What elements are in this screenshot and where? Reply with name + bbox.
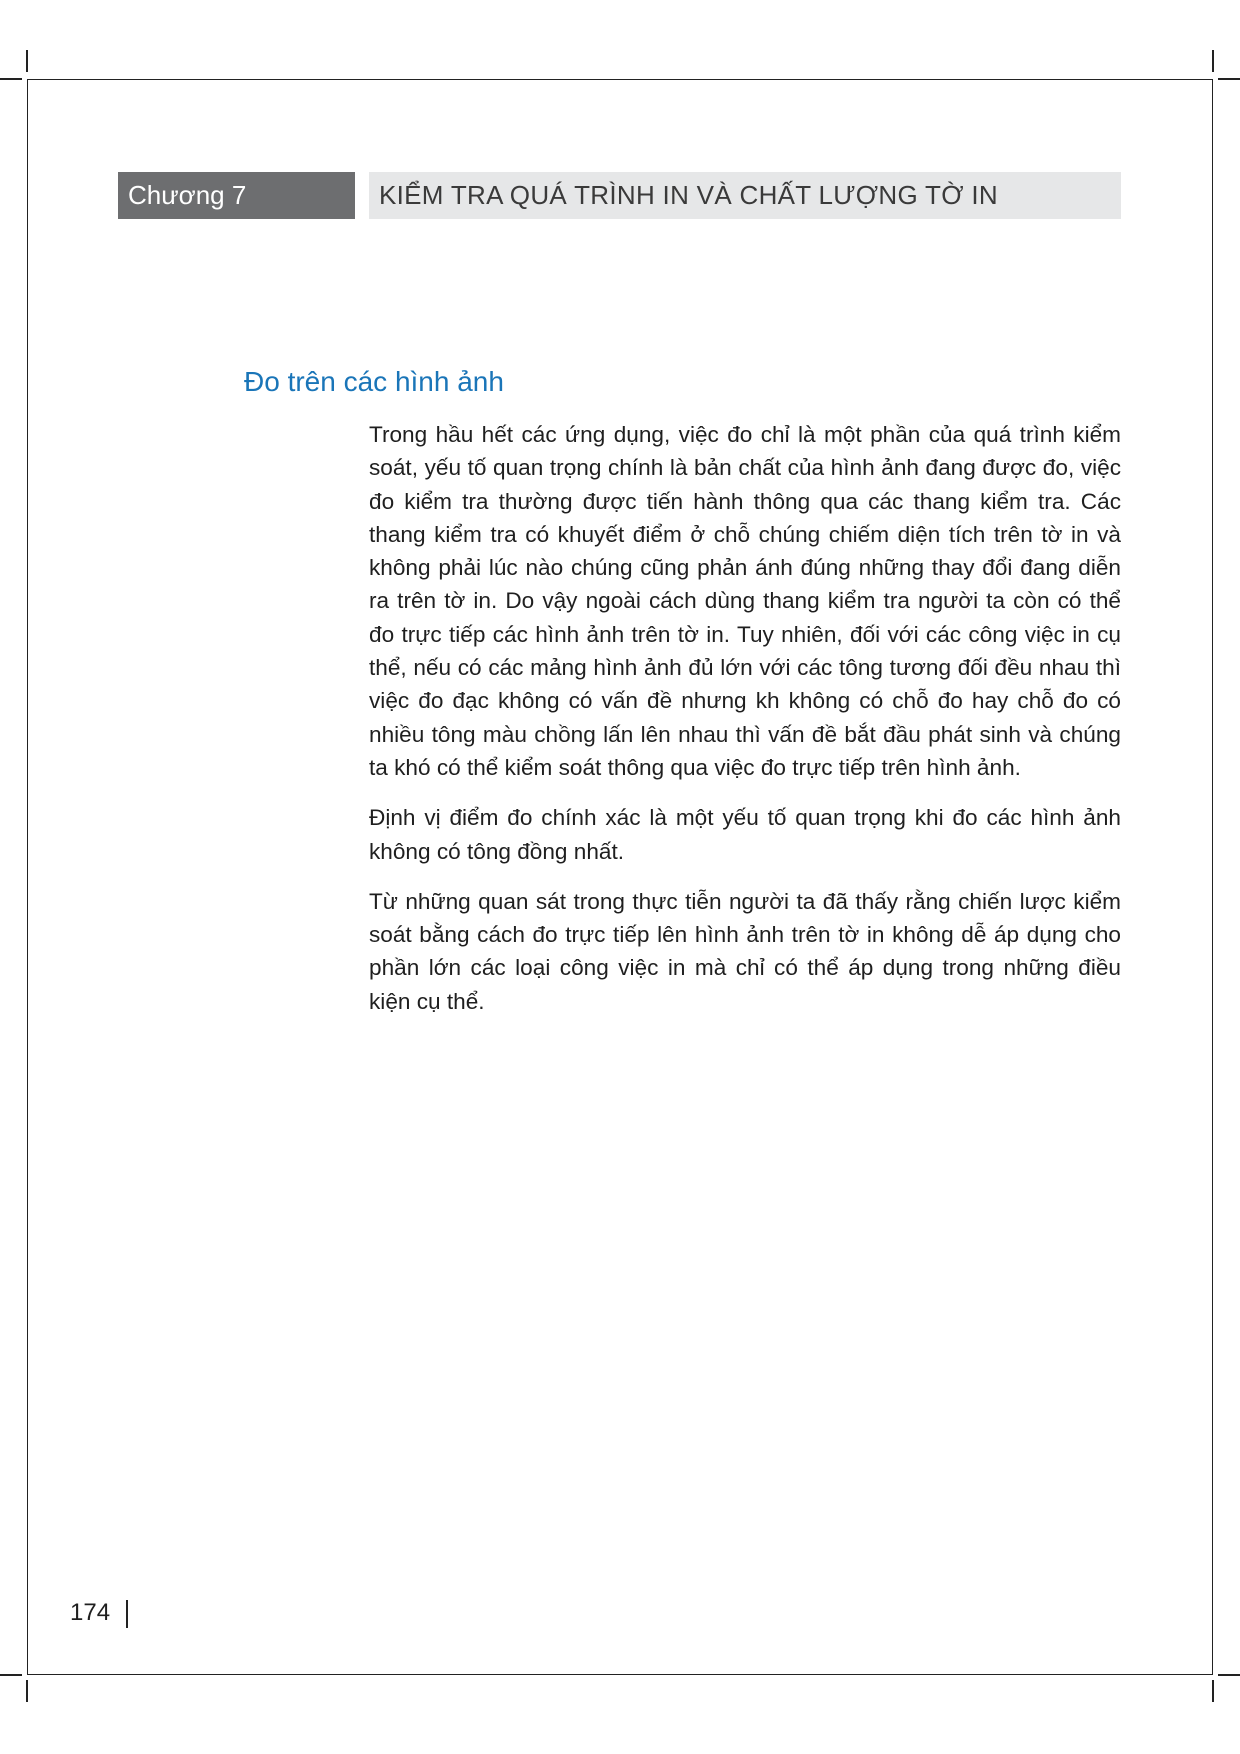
crop-mark-right-top xyxy=(1218,78,1240,80)
crop-mark-left-bottom xyxy=(0,1674,22,1676)
chapter-title: KIỂM TRA QUÁ TRÌNH IN VÀ CHẤT LƯỢNG TỜ IN xyxy=(369,172,1121,219)
page-number-separator xyxy=(126,1600,128,1628)
crop-mark-top-right xyxy=(1212,50,1214,72)
crop-mark-bottom-left xyxy=(26,1680,28,1702)
paragraph: Trong hầu hết các ứng dụng, việc đo chỉ là một phần của quá trình kiểm soát, yếu tố quan trọng chính là bản chất của hình ảnh đang được đo, việc đo kiểm tra thường được tiến hành thông qua các thang kiểm tra. Các thang kiểm tra có khuyết điểm ở chỗ chúng chiếm diện tích trên tờ in và không phải lúc nào chúng cũng phản ánh đúng những thay đổi đang diễn ra trên tờ in. Do vậy ngoài cách dùng thang kiểm tra người ta còn có thể đo trực tiếp các hình ảnh trên tờ in. Tuy nhiên, đối với các công việc in cụ thể, nếu có các mảng hình ảnh đủ lớn với các tông tương đối đều nhau thì việc đo đạc không có vấn đề nhưng kh không có chỗ đo hay chỗ đo có nhiều tông màu chồng lấn lên nhau thì vấn đề bắt đầu phát sinh và chúng ta khó có thể kiểm soát thông qua việc đo trực tiếp trên hình ảnh. xyxy=(369,422,1121,780)
paragraph: Định vị điểm đo chính xác là một yếu tố quan trọng khi đo các hình ảnh không có tông đồng nhất. xyxy=(369,805,1121,864)
crop-mark-bottom-right xyxy=(1212,1680,1214,1702)
crop-mark-right-bottom xyxy=(1218,1674,1240,1676)
chapter-label: Chương 7 xyxy=(118,172,355,219)
page-number: 174 xyxy=(70,1599,111,1626)
body-text xyxy=(369,418,1121,1035)
crop-mark-top-left xyxy=(26,50,28,72)
section-heading: Đo trên các hình ảnh xyxy=(244,366,504,397)
paragraph: Từ những quan sát trong thực tiễn người ta đã thấy rằng chiến lược kiểm soát bằng cách đo trực tiếp lên hình ảnh trên tờ in không dễ áp dụng cho phần lớn các loại công việc in mà chỉ có thể áp dụng trong những điều kiện cụ thể. xyxy=(369,888,1121,1014)
crop-mark-left-top xyxy=(0,78,22,80)
